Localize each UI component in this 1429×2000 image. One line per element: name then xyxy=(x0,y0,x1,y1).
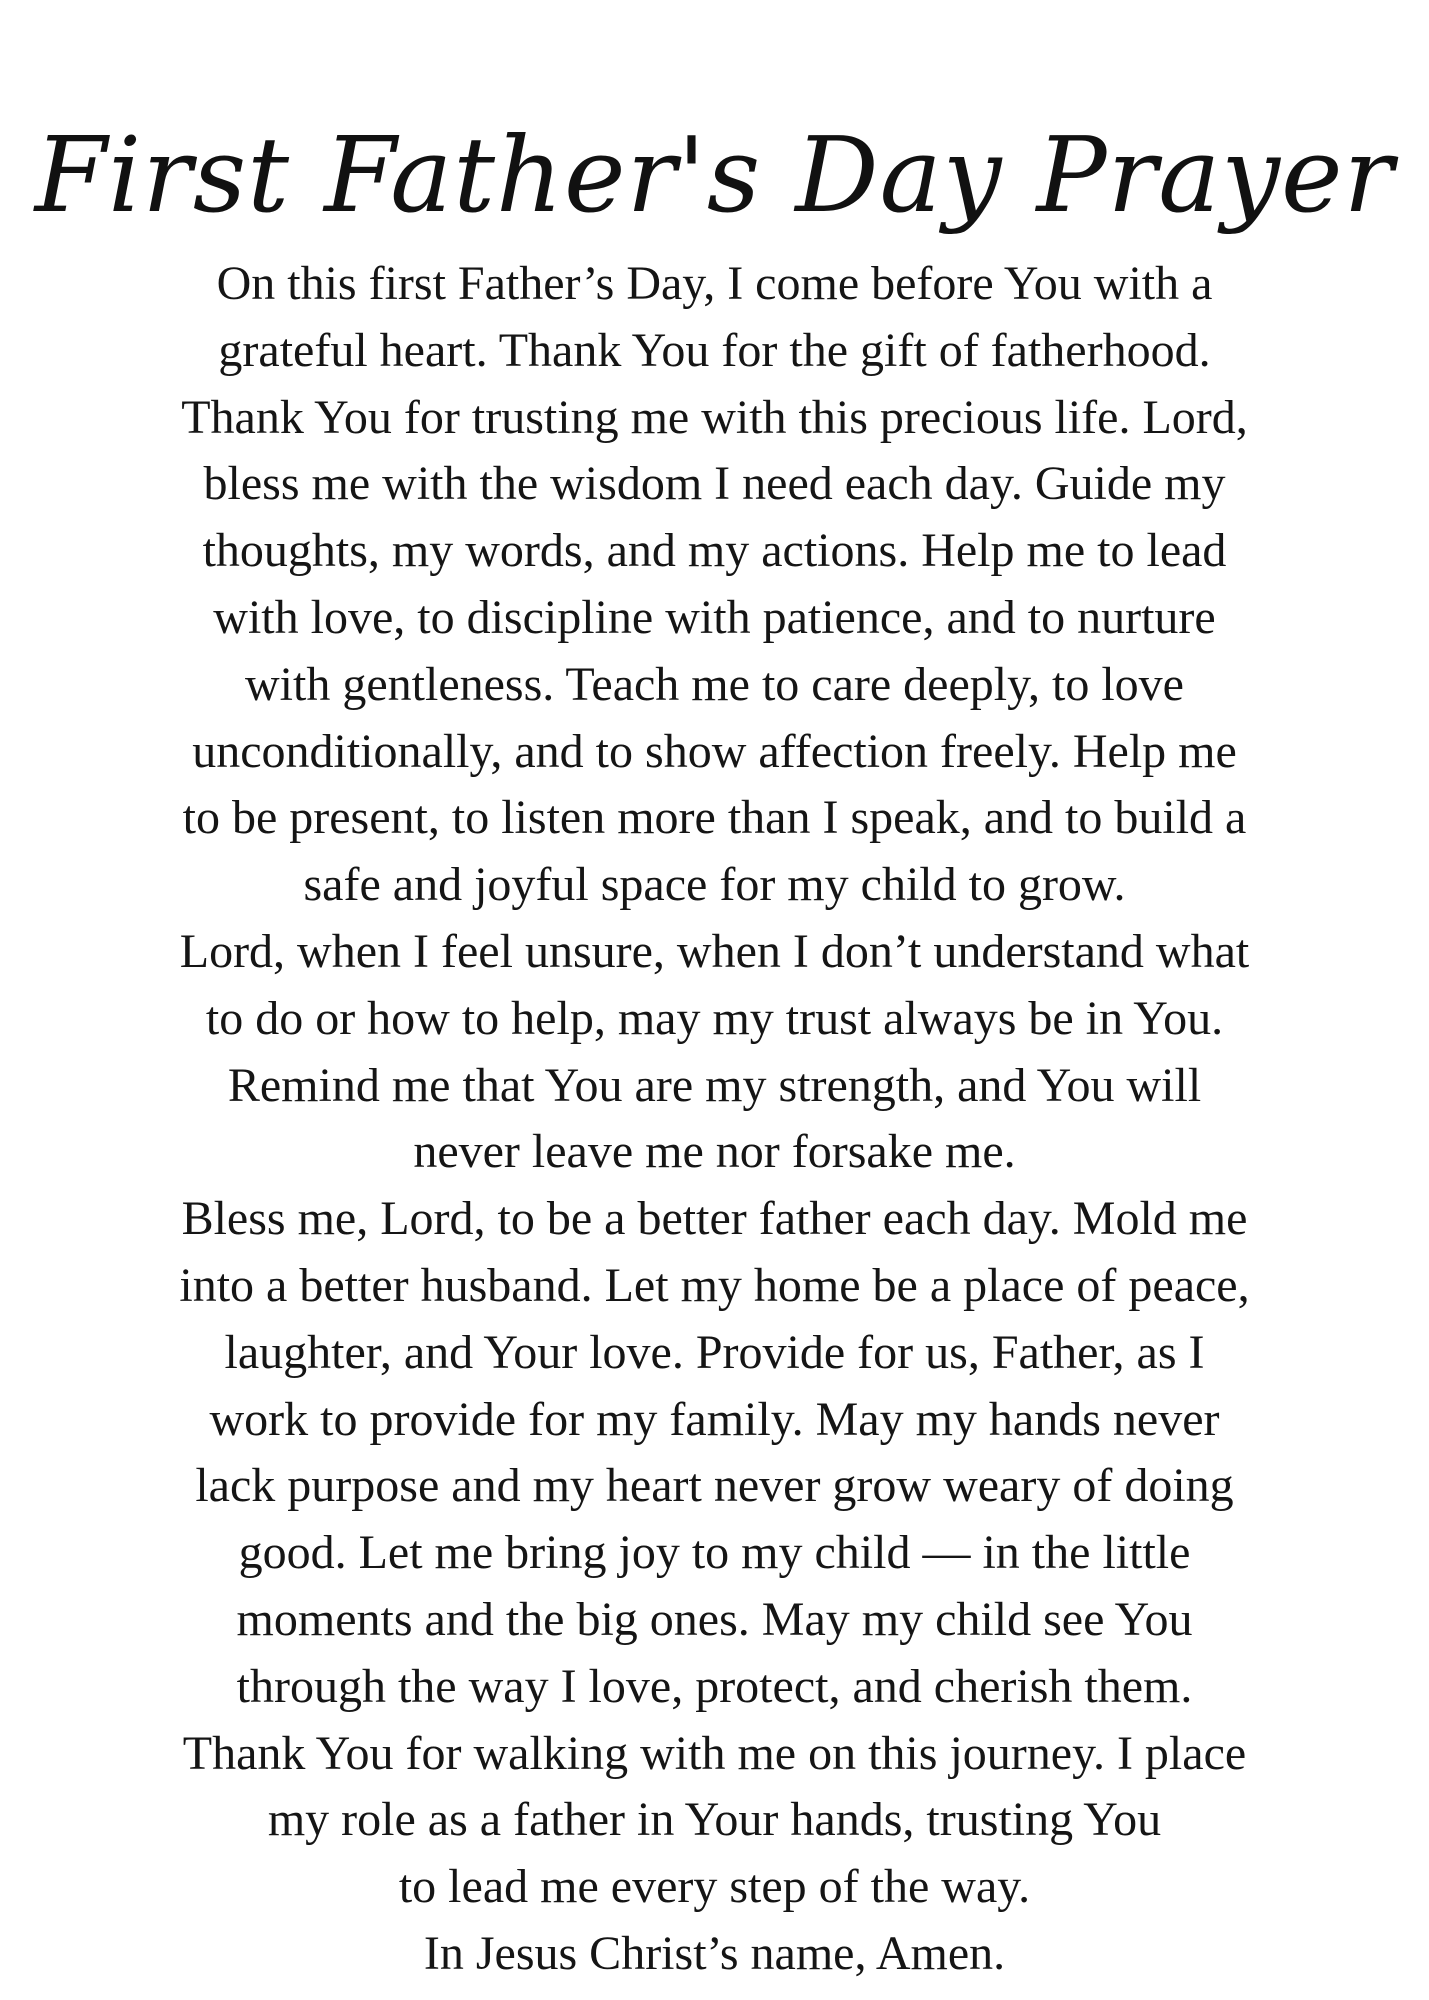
prayer-line: Remind me that You are my strength, and You will xyxy=(227,1058,1202,1112)
prayer-line: Bless me, Lord, to be a better father each day. Mold me xyxy=(181,1192,1248,1246)
prayer-line: Thank You for trusting me with this precious life. Lord, xyxy=(181,390,1248,444)
prayer-line: Lord, when I feel unsure, when I don’t understand what xyxy=(179,924,1250,978)
prayer-line: bless me with the wisdom I need each day. Guide my xyxy=(203,457,1226,511)
prayer-line: to lead me every step of the way. xyxy=(398,1860,1031,1914)
prayer-line: with gentleness. Teach me to care deeply, to love xyxy=(245,657,1184,711)
prayer-line: to do or how to help, may my trust always be in You. xyxy=(205,991,1224,1045)
prayer-line: good. Let me bring joy to my child — in the little xyxy=(238,1526,1191,1580)
prayer-line: never leave me nor forsake me. xyxy=(413,1125,1016,1179)
prayer-line: thoughts, my words, and my actions. Help me to lead xyxy=(202,524,1227,578)
prayer-line: lack purpose and my heart never grow weary of doing xyxy=(195,1459,1234,1513)
prayer-line: moments and the big ones. May my child see You xyxy=(236,1592,1193,1646)
prayer-line: with love, to discipline with patience, and to nurture xyxy=(213,590,1216,644)
prayer-line: In Jesus Christ’s name, Amen. xyxy=(423,1926,1006,1980)
prayer-line: through the way I love, protect, and cherish them. xyxy=(236,1659,1193,1713)
prayer-line: into a better husband. Let my home be a place of peace, xyxy=(179,1258,1250,1312)
prayer-text xyxy=(0,251,1429,1988)
prayer-line: Thank You for walking with me on this journey. I place xyxy=(182,1726,1247,1780)
prayer-line: to be present, to listen more than I speak, and to build a xyxy=(182,791,1247,845)
prayer-line: On this first Father’s Day, I come before You with a xyxy=(216,257,1213,310)
prayer-line: laughter, and Your love. Provide for us, Father, as I xyxy=(224,1325,1205,1379)
prayer-line: work to provide for my family. May my hands never xyxy=(209,1392,1220,1446)
page-title: First Father's Day Prayer xyxy=(34,113,1395,236)
prayer-line: grateful heart. Thank You for the gift of fatherhood. xyxy=(218,323,1211,377)
prayer-line: unconditionally, and to show affection freely. Help me xyxy=(192,724,1237,778)
prayer-line: my role as a father in Your hands, trusting You xyxy=(267,1793,1162,1847)
prayer-line: safe and joyful space for my child to grow. xyxy=(303,858,1126,912)
